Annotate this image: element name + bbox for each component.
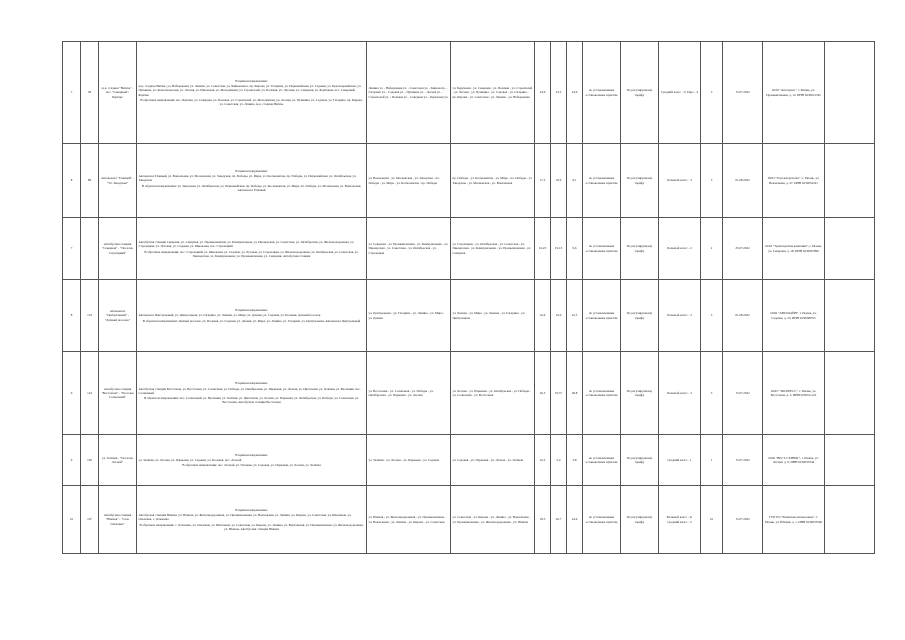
row-number-cell: 7 xyxy=(63,42,81,144)
length-forward-cell: 10,5 xyxy=(535,435,551,486)
carrier-cell: ООО "ВЕСТ-СЕРВИС", г. Рязань, ул. Лесная, д. 9, ИНН 6230033344 xyxy=(763,435,825,486)
tariff-type-cell: По регулируемому тарифу xyxy=(621,486,659,554)
vehicle-class-cell: Средний класс - 3; Евро - 4 xyxy=(659,42,701,144)
vehicle-count-cell: 5 xyxy=(701,144,723,218)
route-name-cell: Автовокзал "Главный" - "Ул. Заводская" xyxy=(99,144,137,218)
landing-order-cell: по установленным остановочным пунктам xyxy=(583,486,621,554)
route-code-cell xyxy=(81,218,99,280)
vehicle-class-cell: Большой класс - 3 xyxy=(659,144,701,218)
start-date-cell: 15.07.2022 xyxy=(723,435,763,486)
stops-count-cell: 9,6 xyxy=(567,218,583,280)
route-stops-text: Автобусная станция Восточная, ул. Восточная, ул. Солнечная, ул. Победы, ул. Октябрьская, ул. Парковая, ул. Лесная, ул. Цветочная, ул. Зелёная, ул. Весенняя, пос. Солнечный xyxy=(138,386,361,395)
table-row xyxy=(63,352,875,435)
streets-backward-cell: ул. Советская - ул. Кирова - ул. Ленина - ул. Вокзальная - ул. Промышленная - ул. Железнодорожная - ул. Южная xyxy=(451,486,535,554)
vehicle-class-cell: Средний класс - 1 xyxy=(659,435,701,486)
streets-backward-cell: ул. Садовая - ул. Парковая - ул. Лесная - ул. Зелёная xyxy=(451,435,535,486)
carrier-cell: ООО "Автотранс", г. Рязань, ул. Промышленная, д. 12, ИНН 6230012345 xyxy=(763,42,825,144)
route-name-cell: Автобусная станция "Южная" - "Село Ольховка" xyxy=(99,486,137,554)
streets-backward-cell: пр. Победы - ул. Космонавтов - ул. Мира - пл. Победы - ул. Заводская - ул. Московская - ул. Вокзальная xyxy=(451,144,535,218)
route-stops-text: Автовокзал Главный, ул. Вокзальная, ул. Московская, ул. Заводская, пл. Победы, ул. Мира, ул. Космонавтов, пр. Победы, ул. Первомайская, ул. Октябрьская, ул. Заводская xyxy=(138,174,357,183)
route-description-cell xyxy=(137,352,367,435)
vehicle-class-cell: Большой класс - 3 xyxy=(659,352,701,435)
route-register-table xyxy=(62,41,875,554)
route-return-text: В обратном направлении: пос. Стрелецкий, ул. Школьная, ул. Садовая, ул. Луговая, ул. Стрелецкая, ул. Железнодорожная, ул. Октябрьская, ул. Советская, ул. Пионерская, ул. Коммунальная, ул. Промышленная, ул. Северная, Автобусная станция xyxy=(144,249,359,258)
streets-forward-cell: ул. Вокзальная - ул. Московская - ул. Заводская - пл. Победы - ул. Мира - ул. Космонавтов - пр. Победы xyxy=(367,144,451,218)
landing-order-cell: по установленным остановочным пунктам xyxy=(583,352,621,435)
tariff-type-cell: По регулируемому тарифу xyxy=(621,435,659,486)
route-direction-heading: В прямом направлении: xyxy=(235,78,268,83)
carrier-cell: ООО "Горэлектротранс", г. Рязань, ул. Вокзальная, д. 47, ИНН 6230054321 xyxy=(763,144,825,218)
tariff-type-cell: По регулируемому тарифу xyxy=(621,280,659,352)
length-backward-cell: 19,57 xyxy=(551,352,567,435)
route-description-cell xyxy=(137,42,367,144)
route-direction-heading: В прямом направлении: xyxy=(235,452,268,457)
route-name-cell: м-р. стадион "Витязь" - пос. "Северный", Берёзка xyxy=(99,42,137,144)
route-name-cell: Автобусная станция "Северная" - "Поселок Стрелецкий" xyxy=(99,218,137,280)
route-stops-text: Автовокзал Центральный, ул. Центральная, ул. Гагарина, ул. Ленина, ул. Мира, ул. Дачная, ул. Садовая, ул. Полевая, Дачный поселок xyxy=(138,313,321,318)
route-name-cell: ул. Зелёная - "Поселок Лесной" xyxy=(99,435,137,486)
tariff-type-cell: По регулируемому тарифу xyxy=(621,218,659,280)
landing-order-cell: по установленным остановочным пунктам xyxy=(583,435,621,486)
route-description-cell xyxy=(137,486,367,554)
table-row xyxy=(63,218,875,280)
route-return-text: В обратном направлении: ул. Заводская, ул. Октябрьская, ул. Первомайская, пр. Победы, ул. Космонавтов, ул. Мира, пл. Победы, ул. Московская, ул. Вокзальная, Автовокзал Главный xyxy=(141,183,362,192)
notes-cell xyxy=(825,435,875,486)
length-backward-cell: 26,7 xyxy=(551,486,567,554)
notes-cell xyxy=(825,144,875,218)
streets-forward-cell: ул. Северная - ул. Промышленная - ул. Коммунальная - ул. Пионерская - ул. Советская - ул. Октябрьская - ул. Стрелецкая xyxy=(367,218,451,280)
route-description-cell xyxy=(137,280,367,352)
table-row xyxy=(63,486,875,554)
vehicle-class-cell: Большой класс - 2 xyxy=(659,218,701,280)
route-description-cell xyxy=(137,435,367,486)
stops-count-cell: 22,5 xyxy=(567,280,583,352)
carrier-cell: ООО "АВТОЛАЙН", г. Рязань, ул. Садовая, д. 23, ИНН 6230098765 xyxy=(763,280,825,352)
length-forward-cell: 16,9 xyxy=(535,280,551,352)
start-date-cell: 25.07.2022 xyxy=(723,218,763,280)
tariff-type-cell: По регулируемому тарифу xyxy=(621,352,659,435)
stops-count-cell: 9,1 xyxy=(567,144,583,218)
start-date-cell: 01.08.2022 xyxy=(723,280,763,352)
length-backward-cell: 23,5 xyxy=(551,42,567,144)
landing-order-cell: по установленным остановочным пунктам xyxy=(583,144,621,218)
row-number-cell: 9 xyxy=(63,352,81,435)
route-return-text: В обратном направлении: пос. Лесной, ул. Полевая, ул. Садовая, ул. Парковая, ул. Лесная, ул. Зелёная xyxy=(182,463,321,468)
route-code-cell: 119 xyxy=(81,280,99,352)
table-row xyxy=(63,42,875,144)
vehicle-count-cell: 10 xyxy=(701,486,723,554)
landing-order-cell: по установленным остановочным пунктам xyxy=(583,218,621,280)
start-date-cell: 15.07.2022 xyxy=(723,42,763,144)
route-description-cell xyxy=(137,144,367,218)
notes-cell xyxy=(825,280,875,352)
streets-backward-cell: ул. Лесная - ул. Парковая - ул. Октябрьская - ул. Победы - ул. Солнечная - ул. Восточная xyxy=(451,352,535,435)
route-code-cell: 89 xyxy=(81,144,99,218)
vehicle-class-cell: Большой класс - 3 xyxy=(659,280,701,352)
stops-count-cell: 28,8 xyxy=(567,352,583,435)
carrier-cell: ООО "ЭКСПРЕСС", г. Рязань, ул. Восточная, д. 5, ИНН 6230011122 xyxy=(763,352,825,435)
length-forward-cell: 20,5 xyxy=(535,352,551,435)
vehicle-count-cell: 2 xyxy=(701,218,723,280)
route-stops-text: м-р. стадион Витязь, ул. Набережная, ул. Ленина, ул. Советская, ул. Чайковского, пр. Кирова, ул. Гагарина, ул. Первомайская, ул. Садовая, ул. Красноармейская, ул. Пушкина, ул. Комсомольская, ул. Лесная, ул. Школьная, ул. Молодёжная, ул. Строителей, ул. Полевая, ул. Луговая, ул. Северная, ул. Берёзовая, пос. Северный, Берёзка xyxy=(138,83,362,97)
stops-count-cell: 5,8 xyxy=(567,435,583,486)
start-date-cell: 15.07.2022 xyxy=(723,352,763,435)
streets-forward-cell: ул. Зелёная - ул. Лесная - ул. Парковая - ул. Садовая xyxy=(367,435,451,486)
landing-order-cell: по установленным остановочным пунктам xyxy=(583,42,621,144)
tariff-type-cell: По регулируемому тарифу xyxy=(621,144,659,218)
length-forward-cell: 16,23 xyxy=(535,218,551,280)
route-name-cell: Автовокзал "Центральный" - "Дачный поселок" xyxy=(99,280,137,352)
vehicle-count-cell: 3 xyxy=(701,42,723,144)
vehicle-count-cell: 3 xyxy=(701,352,723,435)
route-name-cell: Автобусная станция "Восточная" - "Поселок Солнечный" xyxy=(99,352,137,435)
route-stops-text: Автобусная станция Южная, ул. Южная, ул. Железнодорожная, ул. Промышленная, ул. Вокзальная, ул. Ленина, ул. Кирова, ул. Советская, ул. Школьная, ул. Ольховая, с. Ольховка xyxy=(138,513,352,522)
vehicle-count-cell: 1 xyxy=(701,435,723,486)
notes-cell xyxy=(825,42,875,144)
notes-cell xyxy=(825,486,875,554)
route-description-cell xyxy=(137,218,367,280)
route-return-text: В обратном направлении: с. Ольховка, ул. Ольховая, ул. Школьная, ул. Советская, ул. Кирова, ул. Ленина, ул. Вокзальная, ул. Промышленная, ул. Железнодорожная, ул. Южная, Автобусная станция Южная xyxy=(139,522,364,531)
carrier-cell: ООО "Транспортная компания", г. Рязань, ул. Северная, д. 18, ИНН 6230067890 xyxy=(763,218,825,280)
length-forward-cell: 24,9 xyxy=(535,42,551,144)
table-body xyxy=(63,42,875,554)
route-stops-text: Автобусная станция Северная, ул. Северная, ул. Промышленная, ул. Коммунальная, ул. Пионерская, ул. Советская, ул. Октябрьская, ул. Железнодорожная, ул. Стрелецкая, ул. Луговая, ул. Садовая, ул. Школьная, пос. Стрелецкий xyxy=(138,239,355,249)
table-row xyxy=(63,144,875,218)
row-number-cell: 7 xyxy=(63,218,81,280)
table-row xyxy=(63,280,875,352)
row-number-cell: 8 xyxy=(63,280,81,352)
tariff-type-cell: По регулируемому тарифу xyxy=(621,42,659,144)
start-date-cell: 01.08.2022 xyxy=(723,144,763,218)
route-direction-heading: В прямом направлении: xyxy=(235,168,268,173)
streets-backward-cell: ул. Стрелецкая - ул. Октябрьская - ул. Советская - ул. Пионерская - ул. Коммунальная - ул. Промышленная - ул. Северная xyxy=(451,218,535,280)
stops-count-cell: 24,9 xyxy=(567,42,583,144)
row-number-cell: 10 xyxy=(63,486,81,554)
notes-cell xyxy=(825,218,875,280)
length-backward-cell: 19,0 xyxy=(551,280,567,352)
length-forward-cell: 18,5 xyxy=(535,486,551,554)
vehicle-count-cell: 3 xyxy=(701,280,723,352)
start-date-cell: 15.07.2022 xyxy=(723,486,763,554)
landing-order-cell: по установленным остановочным пунктам xyxy=(583,280,621,352)
route-direction-heading: В прямом направлении: xyxy=(235,381,268,386)
row-number-cell: 8 xyxy=(63,144,81,218)
streets-forward-cell: ул. Центральная - ул. Гагарина - ул. Ленина - ул. Мира - ул. Дачная xyxy=(367,280,451,352)
route-code-cell: 124 xyxy=(81,352,99,435)
route-direction-heading: В прямом направлении: xyxy=(235,308,268,313)
table-row xyxy=(63,435,875,486)
route-code-cell: 129 xyxy=(81,435,99,486)
streets-forward-cell: ул. Восточная - ул. Солнечная - ул. Победы - ул. Октябрьская - ул. Парковая - ул. Лесная xyxy=(367,352,451,435)
stops-count-cell: 24,9 xyxy=(567,486,583,554)
route-code-cell: 167 xyxy=(81,486,99,554)
route-return-text: В обратном направлении: Дачный поселок, ул. Полевая, ул. Садовая, ул. Дачная, ул. Мира, ул. Ленина, ул. Гагарина, ул. Центральная, Автовокзал Центральный xyxy=(142,318,361,323)
streets-backward-cell: ул. Дачная - ул. Мира - ул. Ленина - ул. Гагарина - ул. Центральная xyxy=(451,280,535,352)
route-return-text: В обратном направлении: пос. Берёзка, ул. Северная, ул. Полевая, ул. Строителей, ул. Молодёжная, ул. Лесная, ул. Пушкина, ул. Садовая, ул. Гагарина, пр. Кирова, ул. Советская, ул. Ленина, м-р. стадион Витязь xyxy=(140,97,363,107)
streets-forward-cell: ул. Южная - ул. Железнодорожная - ул. Промышленная - ул. Вокзальная - ул. Ленина - ул. Кирова - ул. Советская xyxy=(367,486,451,554)
row-number-cell: 9 xyxy=(63,435,81,486)
streets-backward-cell: ул. Берёзовая - ул. Северная - ул. Полевая - ул. Строителей - ул. Лесная - ул. Пушкина - ул. Садовая - ул. Гагарина - пр. Кирова - ул. Советская - ул. Ленина - ул. Набережная xyxy=(451,42,535,144)
vehicle-class-cell: Большой класс - 6; Средний класс - 2 xyxy=(659,486,701,554)
streets-forward-cell: Ленина ул. - Набережная ул. - Советская ул. - Кирова пр. - Гагарина ул. - Садовая ул. - Пушкина ул. - Лесная ул. - Строителей ул. - Полевая ул. - Северная ул. - Берёзовая ул. xyxy=(367,42,451,144)
carrier-cell: ГУП РО "Рязанская автоколонна", г. Рязань, ул. Южная, д. 1, ИНН 6230055566 xyxy=(763,486,825,554)
length-backward-cell: 18,0 xyxy=(551,144,567,218)
route-direction-heading: В прямом направлении: xyxy=(235,507,268,512)
route-return-text: В обратном направлении: пос. Солнечный, ул. Весенняя, ул. Зелёная, ул. Цветочная, ул. Лесная, ул. Парковая, ул. Октябрьская, ул. Победы, ул. Солнечная, ул. Восточная, Автобусная станция Восточная xyxy=(144,396,359,405)
notes-cell xyxy=(825,352,875,435)
length-backward-cell: 19,13 xyxy=(551,218,567,280)
length-backward-cell: 5,4 xyxy=(551,435,567,486)
route-code-cell: 58 xyxy=(81,42,99,144)
route-stops-text: ул. Зелёная, ул. Лесная, ул. Парковая, ул. Садовая, ул. Полевая, пос. Лесной xyxy=(138,457,242,462)
length-forward-cell: 17,2 xyxy=(535,144,551,218)
